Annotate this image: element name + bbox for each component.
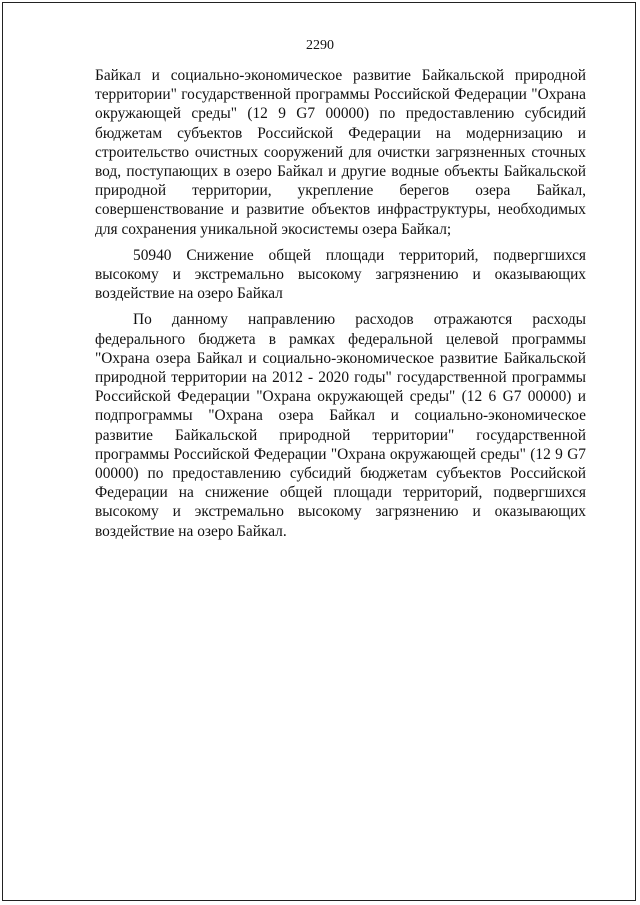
paragraph-code-50940-heading: 50940 Снижение общей площади территорий, подвергшихся высокому и экстремально высокому загрязнению и оказывающих воздействие на озеро Байкал [95,246,586,303]
paragraph-continuation: Байкал и социально-экономическое развитие Байкальской природной территории" государственной программы Российской Федерации "Охрана окружающей среды" (12 9 G7 00000) по предоставлению субсидий бюджетам субъектов Российской Федерации на модернизацию и строительство очистных сооружений для очистки загрязненных сточных вод, поступающих в озеро Байкал и другие водные объекты Байкальской природной территории, укрепление берегов озера Байкал, совершенствование и развитие объектов инфраструктуры, необходимых для сохранения уникальной экосистемы озера Байкал; [95,67,586,238]
page-number: 2290 [306,38,334,53]
paragraph-expense-description: По данному направлению расходов отражаются расходы федерального бюджета в рамках федеральной целевой программы "Охрана озера Байкал и социально-экономическое развитие Байкальской природной территории на 2012 - 2020 годы" государственной программы Российской Федерации "Охрана окружающей среды" (12 6 G7 00000) и подпрограммы "Охрана озера Байкал и социально-экономическое развитие Байкальской природной территории" государственной программы Российской Федерации "Охрана окружающей среды" (12 9 G7 00000) по предоставлению субсидий бюджетам субъектов Российской Федерации на снижение общей площади территорий, подвергшихся высокому и экстремально высокому загрязнению и оказывающих воздействие на озеро Байкал. [95,311,586,540]
document-body [95,66,586,548]
